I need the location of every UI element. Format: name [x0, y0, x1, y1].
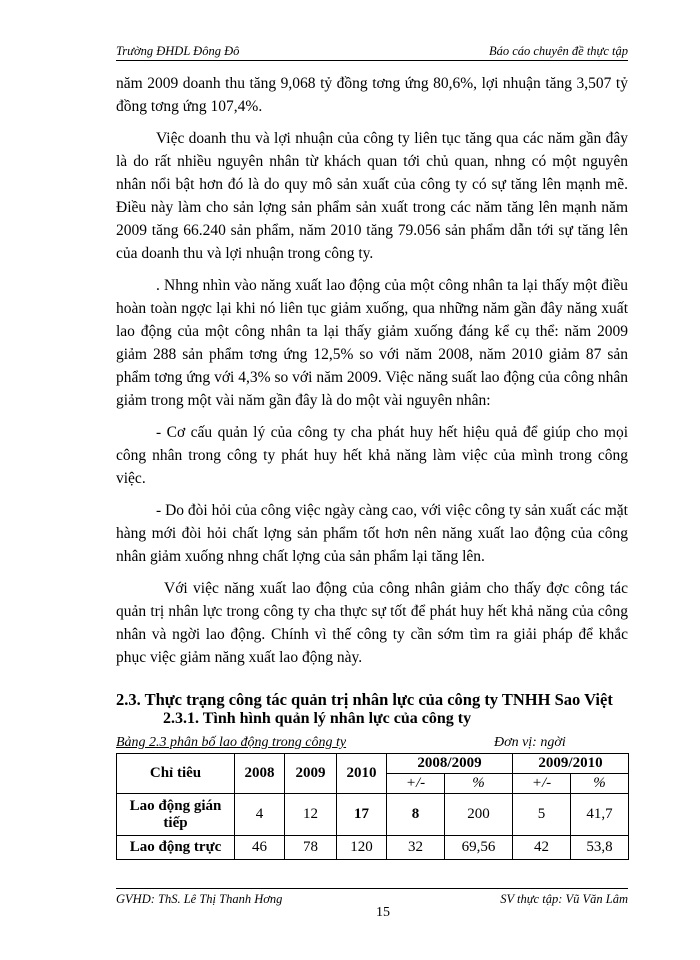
footer-supervisor: GVHD: ThS. Lê Thị Thanh Hơng: [116, 892, 283, 906]
cell-pct-1: 69,56: [445, 836, 513, 860]
cell-pct-2: 41,7: [571, 794, 629, 836]
table-caption: Bảng 2.3 phân bố lao động trong công ty: [116, 735, 347, 750]
header-pct-1: %: [445, 774, 513, 794]
paragraph-3: . Nhng nhìn vào năng xuất lao động của một công nhân ta lại thấy một điều hoàn toàn ngợc lại khi nó liên tục giảm xuống, qua những năm gần đây năng xuất lao động của một công nhân ta lại thấy giảm xuống đáng kể cụ thể: năm 2009 giảm 288 sản phẩm tơng ứng 12,5% so với năm 2008, năm 2010 giảm 87 sản phẩm tơng ứng với 4,3% so với năm 2009. Việc năng suất lao động của công nhân giảm trong một vài năm gần đây là do một vài nguyên nhân:: [116, 277, 628, 409]
cell-pct-2: 53,8: [571, 836, 629, 860]
table-row: [117, 836, 629, 860]
paragraph-2: Việc doanh thu và lợi nhuận của công ty liên tục tăng qua các năm gần đây là do rất nhiều nguyên nhân từ khách quan tới chủ quan, nhng có một nguyên nhân nổi bật hơn đó là do quy mô sản xuất của công ty có sự tăng lên mạnh mẽ. Điều này làm cho sản lợng sản phẩm sản xuất trong các năm tăng lên mạnh năm 2009 tăng 66.240 sản phẩm, năm 2010 tăng 79.056 sản phẩm dẫn tới sự tăng lên của doanh thu và lợi nhuận trong công ty.: [116, 130, 628, 262]
paragraph-1: năm 2009 doanh thu tăng 9,068 tỷ đồng tơng ứng 80,6%, lợi nhuận tăng 3,507 tỷ đồng tơng ứng 107,4%.: [116, 75, 628, 115]
table-unit: Đơn vị: ngời: [494, 735, 566, 750]
subsection-title: 2.3.1. Tình hình quản lý nhân lực của công ty: [163, 710, 472, 727]
cell-2009: 12: [285, 794, 337, 836]
labor-distribution-table: [116, 753, 629, 860]
paragraph-5: - Do đòi hỏi của công việc ngày càng cao, với việc công ty sản xuất các mặt hàng mới đòi hỏi chất lợng sản phẩm tốt hơn nên năng xuất lao động của công nhân giảm xuống nhng chất lợng của sản phẩm lại tăng lên.: [116, 502, 628, 565]
row-label: Lao động gián tiếp: [117, 794, 235, 836]
header-2009-2010: 2009/2010: [513, 754, 629, 774]
header-diff-1: +/-: [387, 774, 445, 794]
header-pct-2: %: [571, 774, 629, 794]
cell-2008: 46: [235, 836, 285, 860]
header-2008-2009: 2008/2009: [387, 754, 513, 774]
header-2009: 2009: [285, 754, 337, 794]
footer-student: SV thực tập: Vũ Văn Lâm: [500, 892, 628, 906]
section-title: 2.3. Thực trạng công tác quản trị nhân lực của công ty TNHH Sao Việt: [116, 690, 613, 709]
paragraph-4: - Cơ cấu quản lý của công ty cha phát huy hết hiệu quả để giúp cho mọi công nhân trong công ty phát huy hết khả năng làm việc của mình trong công việc.: [116, 424, 628, 487]
header-2010: 2010: [337, 754, 387, 794]
page-footer: [116, 888, 628, 908]
body-text: [116, 72, 628, 678]
cell-2010: 120: [337, 836, 387, 860]
cell-diff-2: 5: [513, 794, 571, 836]
cell-2009: 78: [285, 836, 337, 860]
header-diff-2: +/-: [513, 774, 571, 794]
page-number: 15: [376, 905, 390, 920]
cell-2010: 17: [337, 794, 387, 836]
paragraph-6: Với việc năng xuất lao động của công nhân giảm cho thấy đợc công tác quản trị nhân lực trong công ty cha thực sự tốt để phát huy hết khả năng của công nhân và ngời lao động. Chính vì thế công ty cần sớm tìm ra giải pháp để khắc phục việc giảm năng xuất lao động này.: [116, 580, 628, 666]
cell-diff-2: 42: [513, 836, 571, 860]
cell-2008: 4: [235, 794, 285, 836]
table-caption-row: [116, 735, 628, 753]
cell-diff-1: 8: [387, 794, 445, 836]
header-indicator: Chỉ tiêu: [117, 754, 235, 794]
header-report-title: Báo cáo chuyên đề thực tập: [488, 44, 628, 58]
row-label: Lao động trực: [117, 836, 235, 860]
cell-pct-1: 200: [445, 794, 513, 836]
page-header: [116, 44, 628, 61]
header-school: Trường ĐHDL Đông Đô: [116, 44, 240, 58]
cell-diff-1: 32: [387, 836, 445, 860]
header-2008: 2008: [235, 754, 285, 794]
table-row: [117, 794, 629, 836]
